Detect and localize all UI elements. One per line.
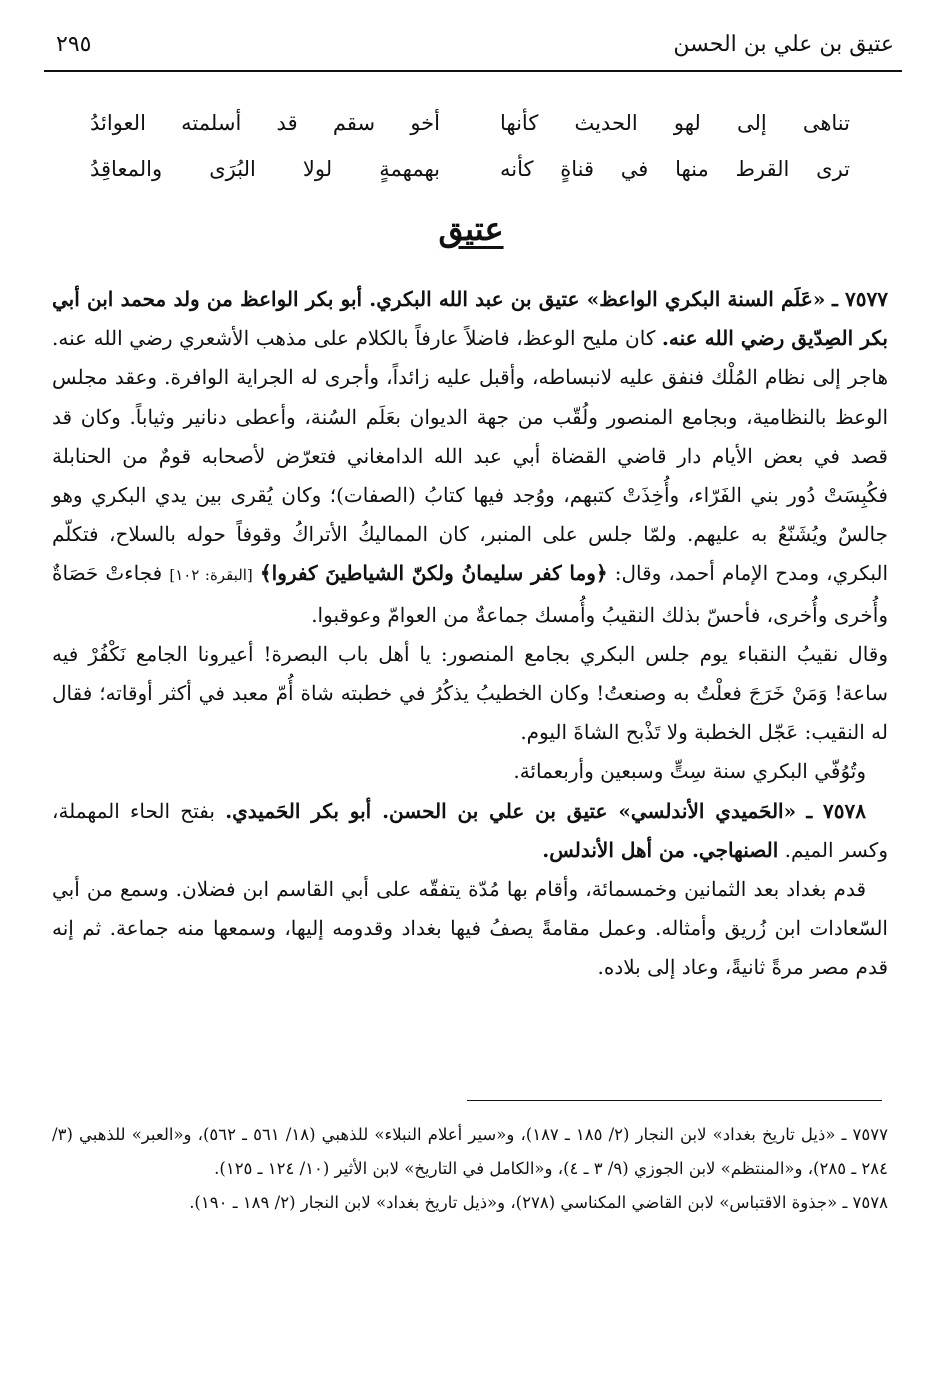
running-title: عتيق بن علي بن الحسن	[673, 32, 894, 57]
page-number: ٢٩٥	[56, 32, 92, 57]
footnote: ٧٥٧٧ ـ «ذيل تاريخ بغداد» لابن النجار (٢/ ١٨٥ ـ ١٨٧)، و«سير أعلام النبلاء» للذهبي (١٨/ ٥٦١ ـ ٥٦٢)، و«العبر» للذهبي (٣/ ٢٨٤ ـ ٢٨٥)، و«المنتظم» لابن الجوزي (٩/ ٣ ـ ٤)، و«الكامل في التاريخ» لابن الأثير (١٠/ ١٢٤ ـ ١٢٥).	[52, 1125, 888, 1178]
footnotes	[52, 1118, 888, 1220]
entry-heading: «عَلَم السنة البكري الواعظ» عتيق بن عبد الله البكري. أبو بكر الواعظ من ولد محمد ابن أبي بكر الصِدّيق رضي الله عنه.	[52, 287, 888, 351]
entry-7577-paragraph-2: وقال نقيبُ النقباء يوم جلس البكري بجامع المنصور: يا أهل باب البصرة! أعيرونا الجامع نَكْفُرْ فيه ساعة! وَمَنْ خَرَجَ فعلْتُ به وصنعتُ! وكان الخطيبُ يذكُرُ في خطبته شاة أُمّ معبد في أكثر أوقاته؛ فقال له النقيب: عَجّل الخطبة ولا تَذْبح الشاةَ اليوم.	[52, 641, 889, 745]
poem	[90, 100, 850, 192]
entry-7577-death: وتُوُفّي البكري سنة سِتٍّ وسبعين وأربعمائة.	[513, 759, 866, 784]
entry-7577-paragraph	[52, 280, 888, 635]
verse-second-hemistich: بهمهمةٍ لولا البُرَى والمعاقِدُ	[90, 157, 440, 181]
footnote: ٧٥٧٨ ـ «جذوة الاقتباس» لابن القاضي المكناسي (٢٧٨)، و«ذيل تاريخ بغداد» لابن النجار (٢/ ١٨٩ ـ ١٩٠).	[189, 1193, 888, 1212]
entry-text: كان مليح الوعظ، فاضلاً عارفاً بالكلام على مذهب الأشعري رضي الله عنه. هاجر إلى نظام المُلْك فنفق عليه لانبساطه، وأقبل عليه زائداً، وأجرى له الجراية الوافرة. وعقد مجلس الوعظ بالنظامية، وبجامع المنصور ولُقّب من جهة الديوان بعَلَم السُنة، وأعطى دنانير وثياباً. وكان قد قصد في بعض الأيام دار قاضي القضاة أبي عبد الله الدامغاني فتعرّض لأصحابه قومٌ من الحنابلة فكُبِسَتْ دُور بني الفَرّاء، وأُخِذَتْ كتبهم، ووُجد فيها كتابُ (الصفات)؛ وكان يُقرى بين يدي البكري وهو جالسٌ ويُشَنّعُ به عليهم. ولمّا جلس على المنبر، كان المماليكُ الأتراكُ وقوفاً حوله بالسلاح، فتكلّم البكري، ومدح الإمام أحمد، وقال:	[52, 326, 889, 586]
verse-second-hemistich: أخو سقم قد أسلمته العوائدُ	[90, 111, 440, 135]
verse	[90, 146, 850, 192]
entry-number: ٧٥٧٨ ـ	[806, 798, 867, 823]
header-rule	[44, 70, 902, 72]
entry-7578-paragraph	[52, 792, 888, 870]
entry-heading: «الحَميدي الأندلسي» عتيق بن علي بن الحسن. أبو بكر الحَميدي.	[225, 798, 797, 823]
entry-number: ٧٥٧٧ ـ	[831, 287, 889, 311]
footnote-rule	[467, 1100, 882, 1101]
entry-text: بفتح الحاء المهملة، وكسر الميم.	[52, 798, 888, 862]
verse-first-hemistich: تناهى إلى لهو الحديث كأنها	[500, 111, 850, 135]
quran-reference: [البقرة: ١٠٢]	[169, 566, 253, 585]
verse-first-hemistich: ترى القرط منها في قناةٍ كأنه	[500, 157, 850, 181]
verse	[90, 100, 850, 146]
entry-text: فجاءتْ حَصَاةٌ وأُخرى وأُخرى، فأحسّ بذلك النقيبُ وأُمسك جماعةٌ من العوامّ وعوقبوا.	[52, 561, 888, 627]
entry-heading-2: الصنهاجي. من أهل الأندلس.	[542, 837, 779, 862]
body-text	[52, 280, 888, 988]
section-title: عتيق	[438, 210, 504, 248]
quran-quote: ﴿وما كفر سليمانُ ولكنّ الشياطينَ كفروا﴾	[259, 561, 608, 586]
entry-7578-body: قدم بغداد بعد الثمانين وخمسمائة، وأقام بها مُدّة يتفقّه على أبي القاسم ابن فضلان. وسمع من أبي السّعادات ابن زُريق وأمثاله. وعمل مقامةً يصفُ فيها بغداد وقدومه إليها، وسمعها منه جماعة. ثم إنه قدم مصر مرةً ثانيةً، وعاد إلى بلاده.	[52, 877, 888, 980]
